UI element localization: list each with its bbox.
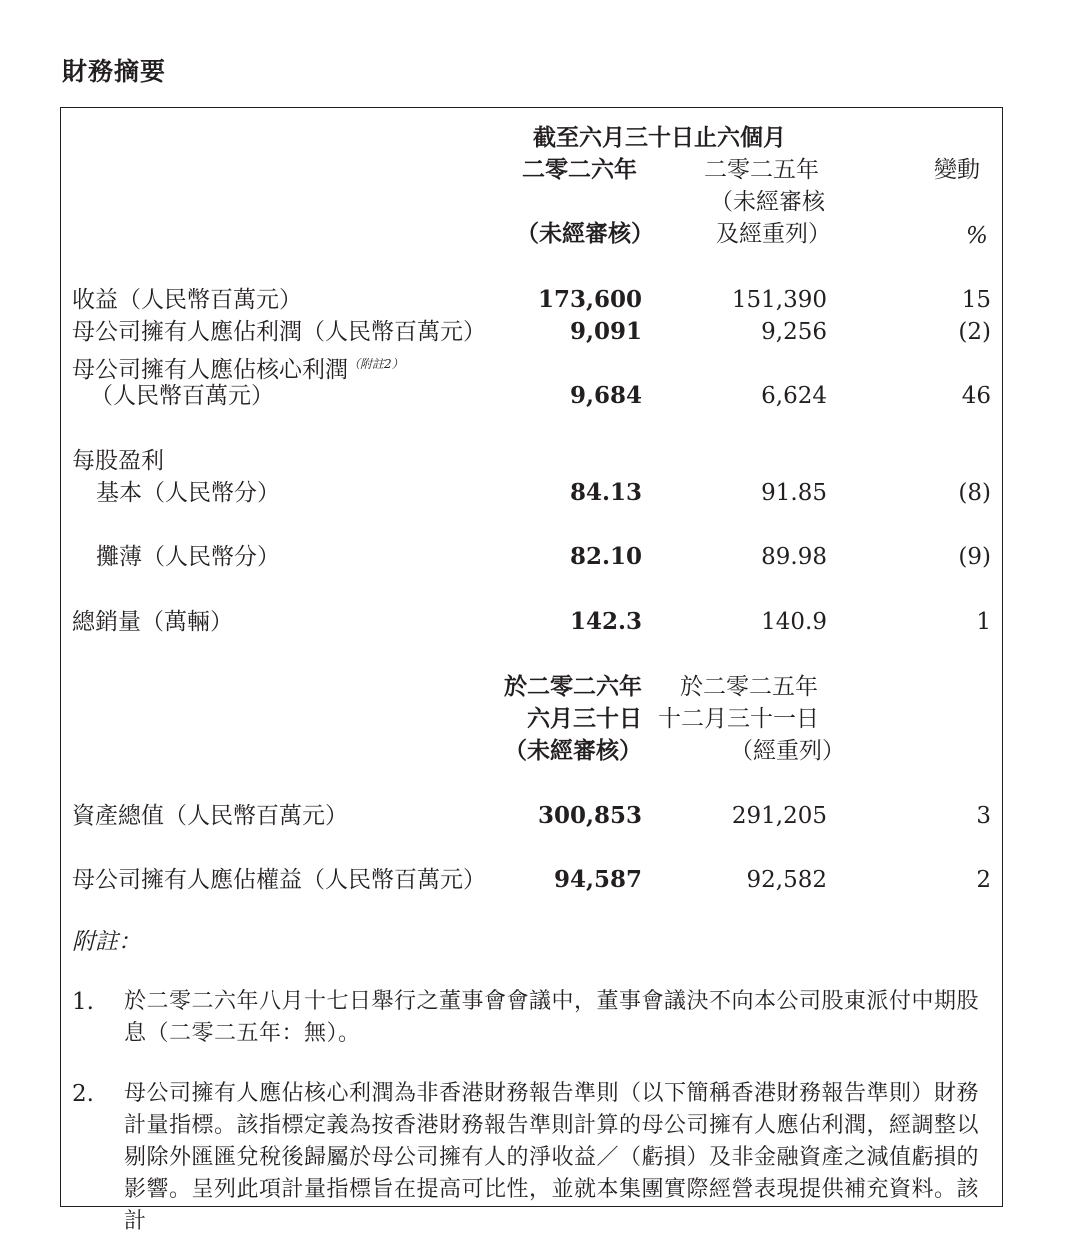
value-2026: 9,684	[569, 382, 642, 409]
change-value: 1	[976, 609, 991, 635]
col-2025-note-line2: 及經重列）	[716, 221, 831, 247]
note-number: 2.	[72, 1081, 94, 1107]
value-2025: 92,582	[746, 867, 827, 893]
value-2026: 94,587	[553, 866, 642, 893]
change-value: (9)	[958, 544, 991, 570]
value-2025: 6,624	[761, 383, 827, 409]
col-2026-header: 二零二六年	[522, 156, 637, 183]
value-2026: 84.13	[569, 479, 642, 506]
change-value: 3	[976, 803, 991, 829]
balance-date-2025-line3: （經重列）	[730, 738, 845, 764]
change-value: (8)	[958, 480, 991, 506]
note-1-text: 於二零二六年八月十七日舉行之董事會會議中，董事會議決不向本公司股東派付中期股息（二零二五年：無）。	[124, 989, 980, 1046]
value-2026: 142.3	[569, 608, 642, 635]
notes-heading: 附註：	[72, 929, 141, 955]
note-reference: （附註2）	[348, 357, 404, 371]
balance-date-2026-line2: 六月三十日	[527, 705, 642, 732]
change-value: (2)	[958, 319, 991, 345]
row-label: 攤薄（人民幣分）	[96, 544, 280, 570]
col-2025-header: 二零二五年	[704, 157, 819, 183]
row-label: 收益（人民幣百萬元）	[72, 287, 302, 313]
balance-date-2026-line3: （未經審核）	[504, 737, 642, 764]
value-2025: 291,205	[731, 803, 827, 829]
change-value: 15	[961, 287, 991, 313]
row-label: 母公司擁有人應佔利潤（人民幣百萬元）	[72, 319, 486, 345]
value-2025: 9,256	[761, 319, 827, 345]
value-2026: 300,853	[537, 802, 642, 829]
col-2025-note-line1: （未經審核	[710, 189, 825, 215]
balance-date-2025-line2: 十二月三十一日	[658, 706, 819, 732]
row-label: 總銷量（萬輛）	[72, 609, 233, 635]
col-2026-note: （未經審核）	[516, 220, 654, 247]
note-2-text: 母公司擁有人應佔核心利潤為非香港財務報告準則（以下簡稱香港財務報告準則）財務計量指標。該指標定義為按香港財務報告準則計算的母公司擁有人應佔利潤，經調整以剔除外匯匯兌稅後歸屬於母公司擁有人的淨收益／（虧損）及非金融資產之減值虧損的影響。呈列此項計量指標旨在提高可比性，並就本集團實際經營表現提供補充資料。該計	[124, 1081, 980, 1234]
value-2026: 173,600	[537, 286, 642, 313]
change-header: 變動	[934, 157, 980, 183]
period-header: 截至六月三十日止六個月	[533, 124, 786, 151]
value-2026: 9,091	[569, 318, 642, 345]
value-2025: 91.85	[761, 480, 827, 506]
row-label-text: 母公司擁有人應佔核心利潤	[72, 357, 348, 383]
section-label: 每股盈利	[72, 448, 164, 474]
change-value: 2	[976, 867, 991, 893]
note-number: 1.	[72, 989, 94, 1015]
balance-date-2026-line1: 於二零二六年	[504, 673, 642, 700]
value-2026: 82.10	[569, 543, 642, 570]
value-2025: 89.98	[761, 544, 827, 570]
balance-date-2025-line1: 於二零二五年	[680, 674, 818, 700]
row-label-continued: （人民幣百萬元）	[90, 383, 274, 409]
percent-header: %	[966, 223, 988, 249]
row-label: 基本（人民幣分）	[96, 480, 280, 506]
change-value: 46	[961, 383, 991, 409]
value-2025: 140.9	[761, 609, 827, 635]
page-title: 財務摘要	[62, 57, 167, 86]
row-label: 資產總值（人民幣百萬元）	[72, 803, 348, 829]
value-2025: 151,390	[731, 287, 827, 313]
row-label: 母公司擁有人應佔權益（人民幣百萬元）	[72, 867, 486, 893]
